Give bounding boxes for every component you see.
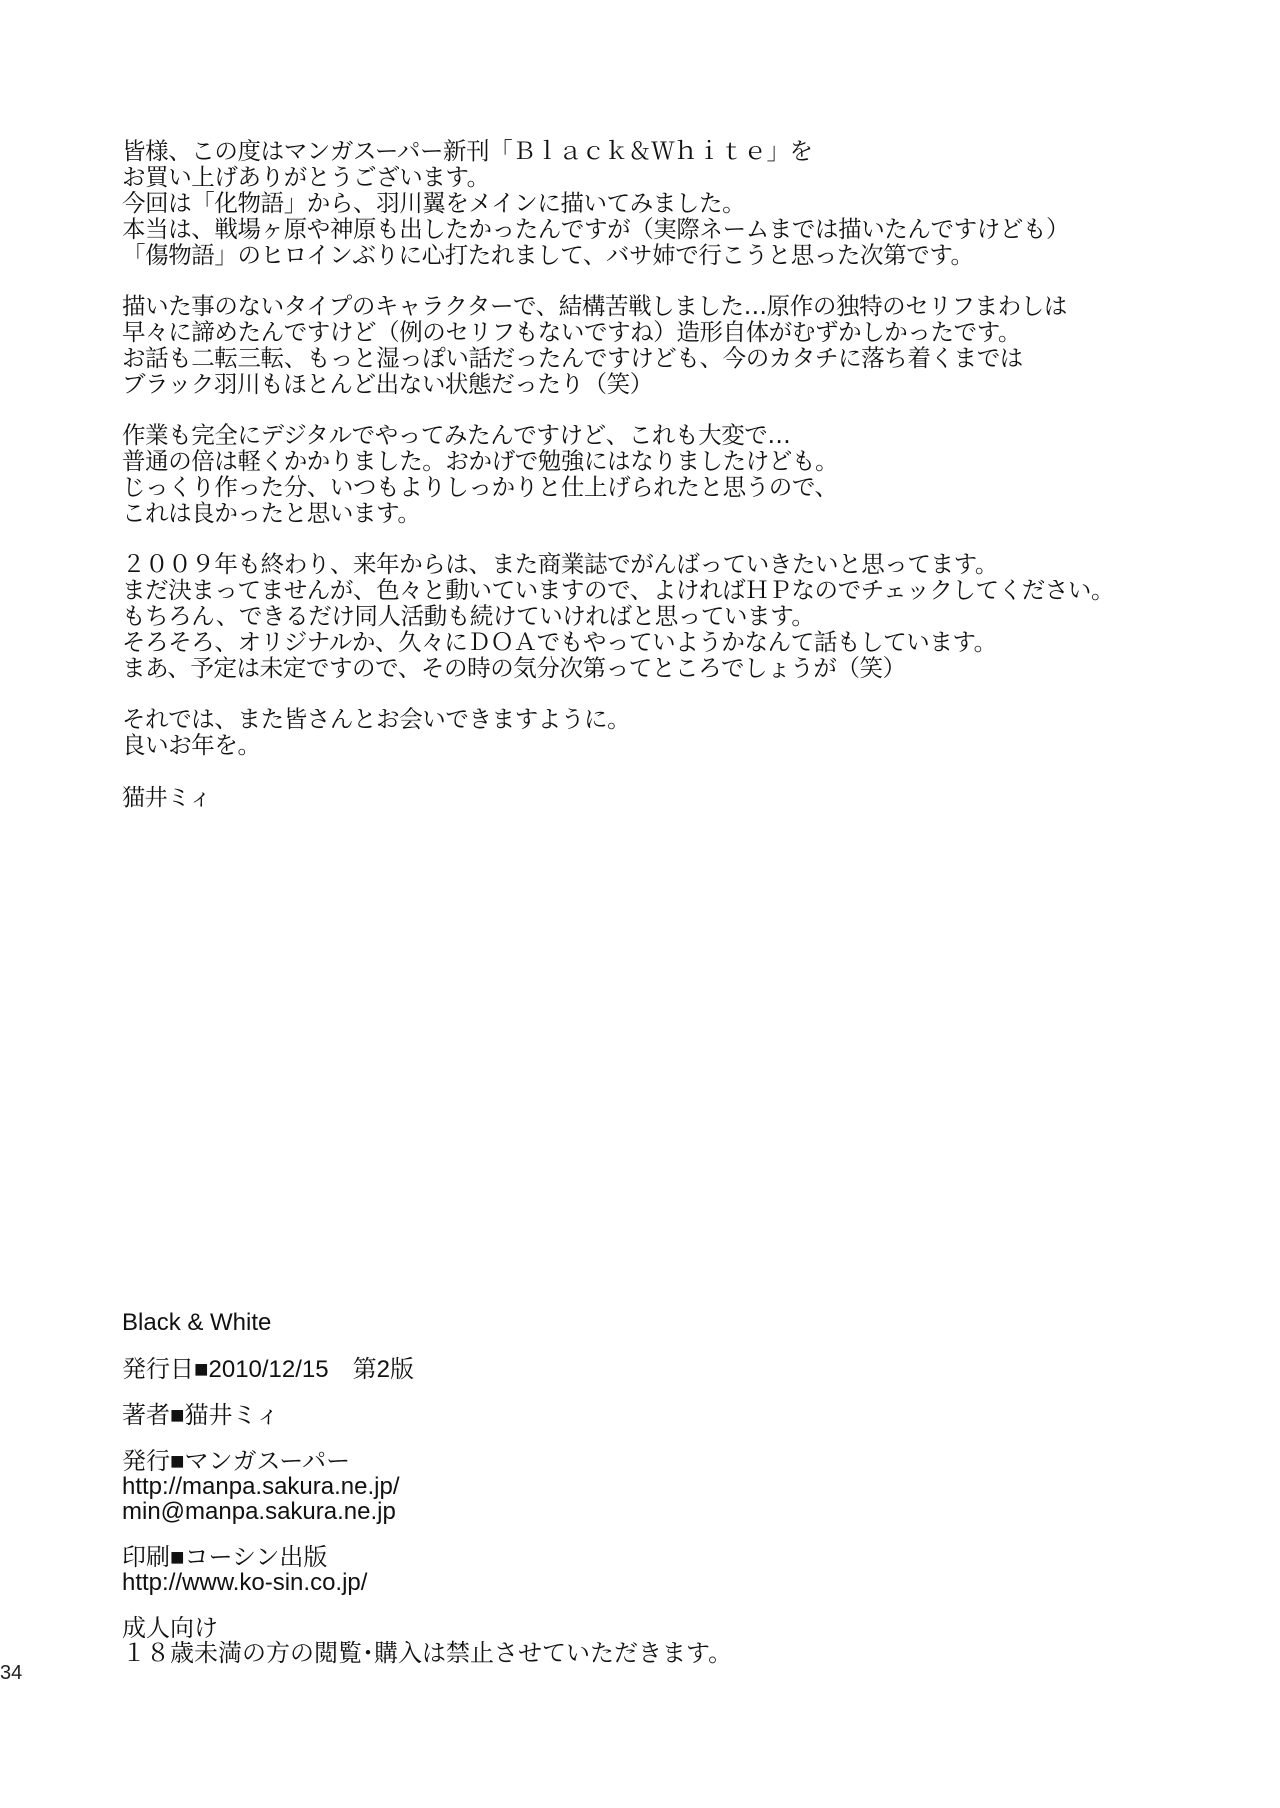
publisher-name: 発行■マンガスーパー <box>122 1448 351 1475</box>
author-signature: 猫井ミィ <box>122 785 212 811</box>
text-line: 作業も完全にデジタルでやってみたんですけど、これも大変で… <box>122 421 791 449</box>
printer-info <box>122 1545 1022 1595</box>
text-line: もちろん、できるだけ同人活動も続けていければと思っています。 <box>122 602 815 630</box>
author-credit: 著者■猫井ミィ <box>122 1402 280 1429</box>
text-line: まあ、予定は未定ですので、その時の気分次第ってところでしょうが（笑） <box>122 654 906 682</box>
colophon <box>122 1310 1022 1687</box>
text-line: じっくり作った分、いつもよりしっかりと仕上げられたと思うので、 <box>122 473 838 501</box>
afterword-paragraph <box>122 138 1202 268</box>
publisher-url: http://manpa.sakura.ne.jp/ <box>122 1473 400 1500</box>
text-line: これは良かったと思います。 <box>122 499 421 527</box>
text-line: 「傷物語」のヒロインぶりに心打たれまして、バサ姉で行こうと思った次第です。 <box>122 241 974 269</box>
afterword-paragraph <box>122 551 1202 681</box>
text-line: お話も二転三転、もっと湿っぽい話だったんですけども、今のカタチに落ち着くまでは <box>122 344 1023 372</box>
afterword-paragraph <box>122 422 1202 526</box>
text-line: 描いた事のないタイプのキャラクターで、結構苦戦しました…原作の独特のセリフまわしは <box>122 292 1067 320</box>
text-line: 良いお年を。 <box>122 731 261 759</box>
adult-notice: １８歳未満の方の閲覧･購入は禁止させていただきます。 <box>122 1640 733 1667</box>
publisher-email: min@manpa.sakura.ne.jp <box>122 1498 396 1525</box>
text-line: そろそろ、オリジナルか、久々にＤＯＡでもやっていようかなんて話もしています。 <box>122 628 997 656</box>
text-line: まだ決まってませんが、色々と動いていますので、よければＨＰなのでチェックしてください。 <box>122 576 1115 604</box>
afterword <box>122 138 1202 811</box>
text-line: 早々に諦めたんですけど（例のセリフもないですね）造形自体がむずかしかったです。 <box>122 318 1022 346</box>
page-number: 34 <box>0 1662 23 1684</box>
book-title: Black & White <box>122 1309 272 1336</box>
text-line: 今回は「化物語」から、羽川翼をメインに描いてみました。 <box>122 189 746 217</box>
text-line: 本当は、戦場ヶ原や神原も出したかったんですが（実際ネームまでは描いたんですけども） <box>122 215 1070 243</box>
issue-date: 発行日■2010/12/15 第2版 <box>122 1356 414 1383</box>
printer-name: 印刷■コーシン出版 <box>122 1544 328 1571</box>
adult-label: 成人向け <box>122 1615 218 1642</box>
text-line: ブラック羽川もほとんど出ない状態だったり（笑） <box>122 370 653 398</box>
publisher-info <box>122 1449 1022 1524</box>
afterword-paragraph <box>122 706 1202 758</box>
text-line: 普通の倍は軽くかかりました。おかげで勉強にはなりましたけども。 <box>122 447 839 475</box>
printer-url: http://www.ko-sin.co.jp/ <box>122 1569 368 1596</box>
text-line: 皆様、この度はマンガスーパー新刊「Ｂｌａｃｋ＆Ｗｈｉｔｅ」を <box>122 137 813 165</box>
text-line: それでは、また皆さんとお会いできますように。 <box>122 705 631 733</box>
text-line: お買い上げありがとうございます。 <box>122 163 490 191</box>
text-line: ２００９年も終わり、来年からは、また商業誌でがんばっていきたいと思ってます。 <box>122 550 998 578</box>
adult-notice-block <box>122 1616 1022 1666</box>
afterword-paragraph <box>122 293 1202 397</box>
